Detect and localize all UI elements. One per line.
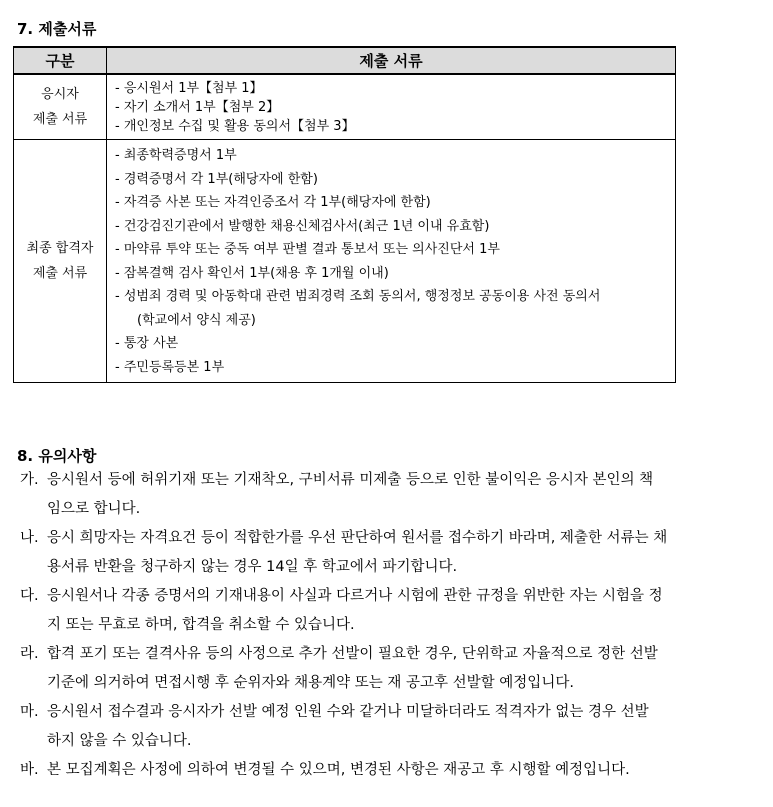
header-category: 구분 xyxy=(14,47,107,74)
document-item: - 성범죄 경력 및 아동학대 관련 범죄경력 조회 동의서, 행정정보 공동이용 사전 동의서 xyxy=(115,289,601,304)
note-text: 본 모집계획은 사정에 의하여 변경될 수 있으며, 변경된 사항은 재공고 후 시행할 예정입니다. xyxy=(47,762,630,778)
documents-cell-applicant xyxy=(107,74,676,140)
category-label: 제출 서류 xyxy=(32,266,88,281)
documents-cell-final xyxy=(107,140,676,383)
document-item: - 건강검진기관에서 발행한 채용신체검사서(최근 1년 이내 유효함) xyxy=(115,218,490,234)
section-8-title: 8. 유의사항 xyxy=(17,447,97,465)
document-item: - 응시원서 1부【첨부 1】 xyxy=(115,81,263,96)
category-label: 응시자 xyxy=(41,87,79,102)
document-item: - 잠복결핵 검사 확인서 1부(채용 후 1개월 이내) xyxy=(115,265,389,281)
section-7-title: 7. 제출서류 xyxy=(17,20,97,38)
note-label: 마. xyxy=(20,704,39,720)
note-label: 다. xyxy=(20,588,39,604)
note-text-continuation: 기준에 의거하여 면접시행 후 순위자와 채용계약 또는 재 공고후 선발할 예정입니다. xyxy=(47,675,574,691)
document-item: - 주민등록등본 1부 xyxy=(115,359,225,375)
note-text-continuation: 지 또는 무효로 하며, 합격을 취소할 수 있습니다. xyxy=(47,617,355,633)
document-item: - 개인정보 수집 및 활용 동의서【첨부 3】 xyxy=(115,119,355,134)
note-text: 응시원서 등에 허위기재 또는 기재착오, 구비서류 미제출 등으로 인한 불이익은 응시자 본인의 책 xyxy=(47,472,654,488)
note-text: 응시원서 접수결과 응시자가 선발 예정 인원 수와 같거나 미달하더라도 적격자가 없는 경우 선발 xyxy=(47,704,649,720)
note-item xyxy=(20,582,720,611)
document-item: - 최종학력증명서 1부 xyxy=(115,148,237,163)
note-item xyxy=(20,466,720,495)
document-item: - 마약류 투약 또는 중독 여부 판별 결과 통보서 또는 의사진단서 1부 xyxy=(115,242,500,257)
note-text: 응시원서나 각종 증명서의 기재내용이 사실과 다르거나 시험에 관한 규정을 위반한 자는 시험을 정 xyxy=(47,588,663,604)
header-documents: 제출 서류 xyxy=(107,47,676,74)
note-text-continuation: 하지 않을 수 있습니다. xyxy=(47,733,192,749)
note-text: 응시 희망자는 자격요건 등이 적합한가를 우선 판단하여 원서를 접수하기 바라며, 제출한 서류는 채 xyxy=(47,530,668,546)
note-label: 가. xyxy=(20,472,39,488)
document-item: - 통장 사본 xyxy=(115,336,179,351)
note-label: 나. xyxy=(20,530,39,546)
category-cell-final xyxy=(14,140,107,383)
table-row-applicant xyxy=(14,74,676,140)
category-label: 제출 서류 xyxy=(32,112,88,127)
table-header-row xyxy=(14,47,676,74)
note-label: 라. xyxy=(20,646,39,662)
note-item xyxy=(20,756,720,785)
document-item: - 자격증 사본 또는 자격인증조서 각 1부(해당자에 한함) xyxy=(115,195,431,210)
note-label: 바. xyxy=(20,762,39,778)
document-item: - 자기 소개서 1부【첨부 2】 xyxy=(115,100,280,115)
document-item: - 경력증명서 각 1부(해당자에 한함) xyxy=(115,171,318,187)
documents-table xyxy=(13,46,676,383)
note-item xyxy=(20,698,720,727)
note-text-continuation: 용서류 반환을 청구하지 않는 경우 14일 후 학교에서 파기합니다. xyxy=(47,559,458,575)
note-item xyxy=(20,524,720,553)
category-label: 최종 합격자 xyxy=(26,241,94,256)
note-text: 합격 포기 또는 결격사유 등의 사정으로 추가 선발이 필요한 경우, 단위학교 자율적으로 정한 선발 xyxy=(47,646,658,662)
note-item xyxy=(20,640,720,669)
table-row-final xyxy=(14,140,676,383)
category-cell-applicant xyxy=(14,74,107,140)
notes-list xyxy=(20,466,720,785)
document-item-continuation: (학교에서 양식 제공) xyxy=(137,312,256,328)
note-text-continuation: 임으로 합니다. xyxy=(47,501,141,517)
